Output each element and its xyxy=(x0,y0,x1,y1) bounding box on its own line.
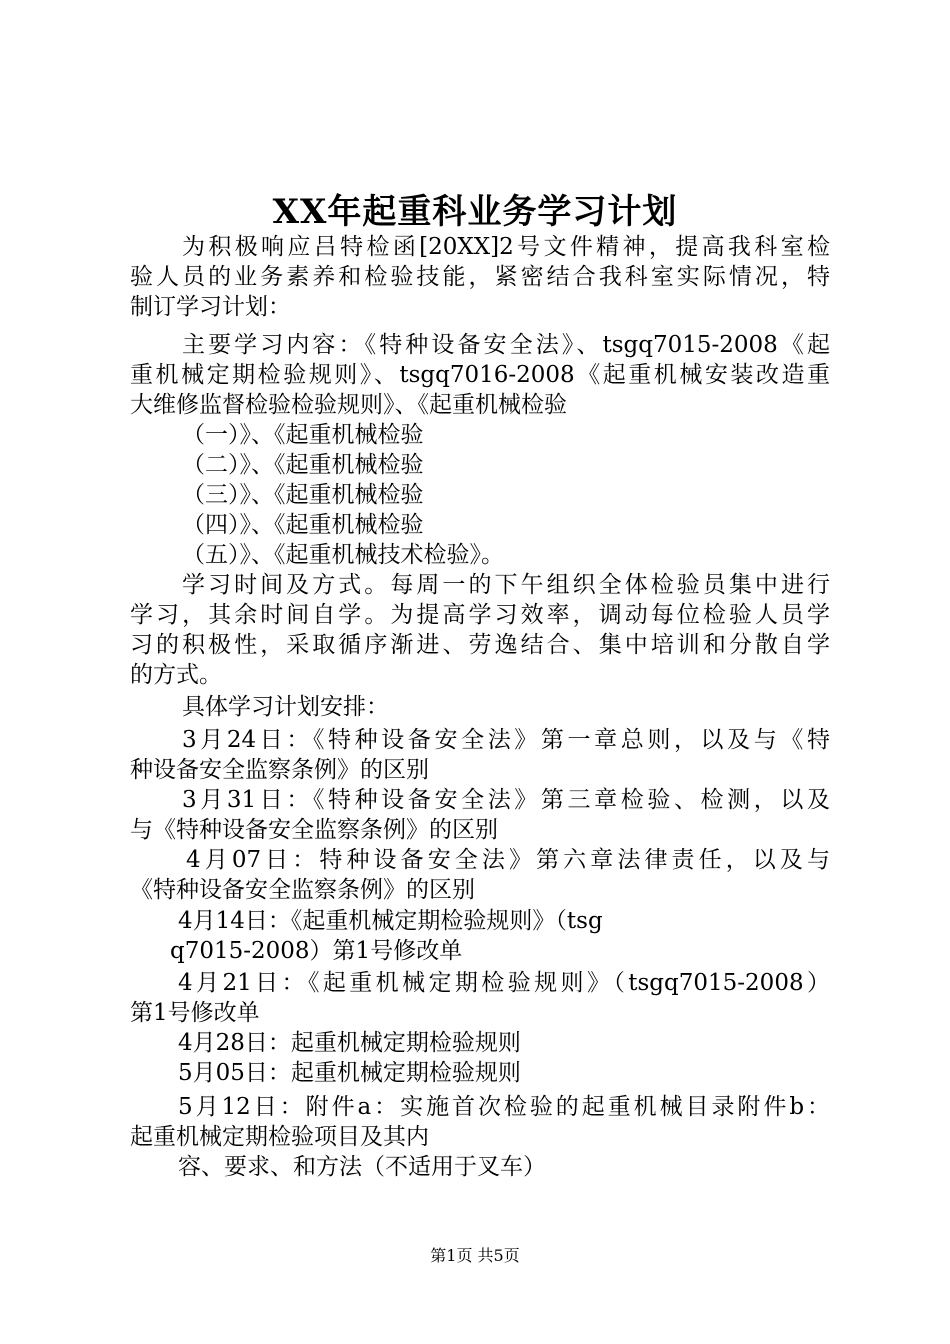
schedule-line: 5月12日：附件a：实施首次检验的起重机械目录附件b： xyxy=(178,1094,830,1120)
body-line: 具体学习计划安排： xyxy=(182,694,389,720)
body-line: 主要学习内容：《特种设备安全法》、tsgq7015-2008《起 xyxy=(182,332,830,358)
schedule-line: q7015-2008）第1号修改单 xyxy=(170,938,463,964)
schedule-line: 5月05日：起重机械定期检验规则 xyxy=(178,1060,521,1086)
schedule-line: 3月31日：《特种设备安全法》第三章检验、检测，以及 xyxy=(182,787,830,813)
body-line: 学习，其余时间自学。为提高学习效率，调动每位检验人员学 xyxy=(130,602,830,628)
body-line: 学习时间及方式。每周一的下午组织全体检验员集中进行 xyxy=(182,572,830,598)
schedule-line: 4月14日：《起重机械定期检验规则》（tsg xyxy=(178,908,603,934)
body-line: （四）》、《起重机械检验 xyxy=(182,512,424,538)
schedule-line: 与《特种设备安全监察条例》的区别 xyxy=(130,817,498,843)
body-line: （一）》、《起重机械检验 xyxy=(182,422,424,448)
body-line: 验人员的业务素养和检验技能，紧密结合我科室实际情况，特 xyxy=(130,264,830,290)
body-line: （五）》、《起重机械技术检验》。 xyxy=(182,542,504,568)
schedule-line: 第1号修改单 xyxy=(130,1000,260,1026)
document-title: XX年起重科业务学习计划 xyxy=(272,192,678,232)
schedule-line: 容、要求、和方法（不适用于叉车） xyxy=(178,1154,546,1180)
body-line: 制订学习计划： xyxy=(130,294,291,320)
body-line: （三）》、《起重机械检验 xyxy=(182,482,424,508)
schedule-line: 起重机械定期检验项目及其内 xyxy=(130,1124,429,1150)
schedule-line: 3月24日：《特种设备安全法》第一章总则，以及与《特 xyxy=(182,727,830,753)
body-line: （二）》、《起重机械检验 xyxy=(182,452,424,478)
schedule-line: 4月28日：起重机械定期检验规则 xyxy=(178,1030,521,1056)
schedule-line: 4月07日：特种设备安全法》第六章法律责任，以及与 xyxy=(186,847,830,873)
body-line: 重机械定期检验规则》、tsgq7016-2008《起重机械安装改造重 xyxy=(130,362,830,388)
body-line: 为积极响应吕特检函[20XX]2号文件精神，提高我科室检 xyxy=(182,234,830,260)
body-line: 的方式。 xyxy=(130,662,222,688)
schedule-line: 种设备安全监察条例》的区别 xyxy=(130,757,429,783)
body-line: 习的积极性，采取循序渐进、劳逸结合、集中培训和分散自学 xyxy=(130,632,830,658)
page-indicator: 第1页 共5页 xyxy=(430,1246,520,1265)
schedule-line: 《特种设备安全监察条例》的区别 xyxy=(130,877,475,903)
schedule-line: 4月21日：《起重机械定期检验规则》（tsgq7015-2008） xyxy=(178,970,830,996)
body-line: 大维修监督检验检验规则》、《起重机械检验 xyxy=(130,392,567,418)
